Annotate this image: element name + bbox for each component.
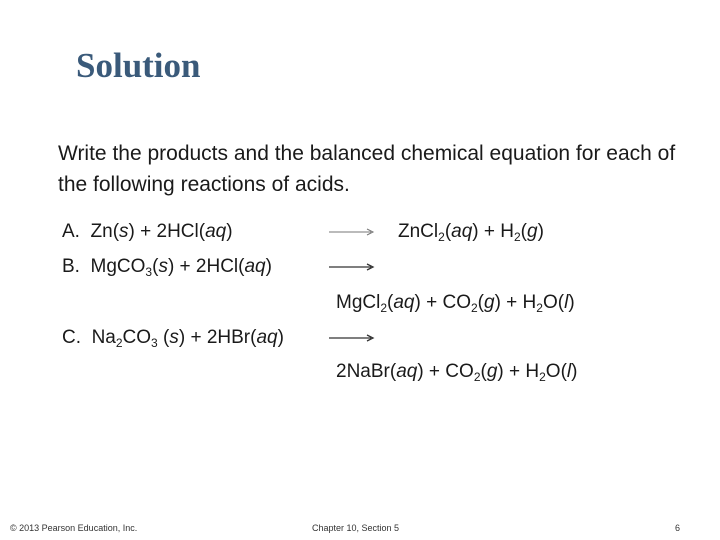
reaction-c-reactants: C. $Na_2CO_3$ (s) + 2HBr(aq) xyxy=(62,327,284,350)
footer-copyright: © 2013 Pearson Education, Inc. xyxy=(10,523,138,533)
instruction-text: Write the products and the balanced chemical equation for each of the following reactions of acids. xyxy=(58,142,676,196)
reaction-b-arrow-icon xyxy=(329,262,375,272)
slide-title: Solution xyxy=(76,46,201,85)
footer-chapter: Chapter 10, Section 5 xyxy=(312,523,400,533)
reaction-b-products: MgCl$_2$(aq) + $CO_2(g) + H_2O(l)$ xyxy=(336,292,575,315)
reaction-c-arrow-icon xyxy=(329,333,375,343)
reaction-a-products: ZnCl$_2$(aq) + $H_2(g)$ xyxy=(398,221,544,244)
reaction-a-label: A. xyxy=(62,221,80,242)
reaction-c-products: 2NaBr(aq) + $CO_2(g) + H_2O(l)$ xyxy=(336,361,578,384)
reaction-c-label: C. xyxy=(62,327,81,348)
reaction-a-arrow-icon xyxy=(329,227,375,237)
reaction-b-reactants: B. MgCO$_3$(s) + 2HCl(aq) xyxy=(62,256,272,279)
reaction-a-reactants: A. Zn(s) + 2HCl(aq) xyxy=(62,221,233,242)
footer-page-number: 6 xyxy=(675,523,681,533)
reaction-b-label: B. xyxy=(62,256,80,277)
